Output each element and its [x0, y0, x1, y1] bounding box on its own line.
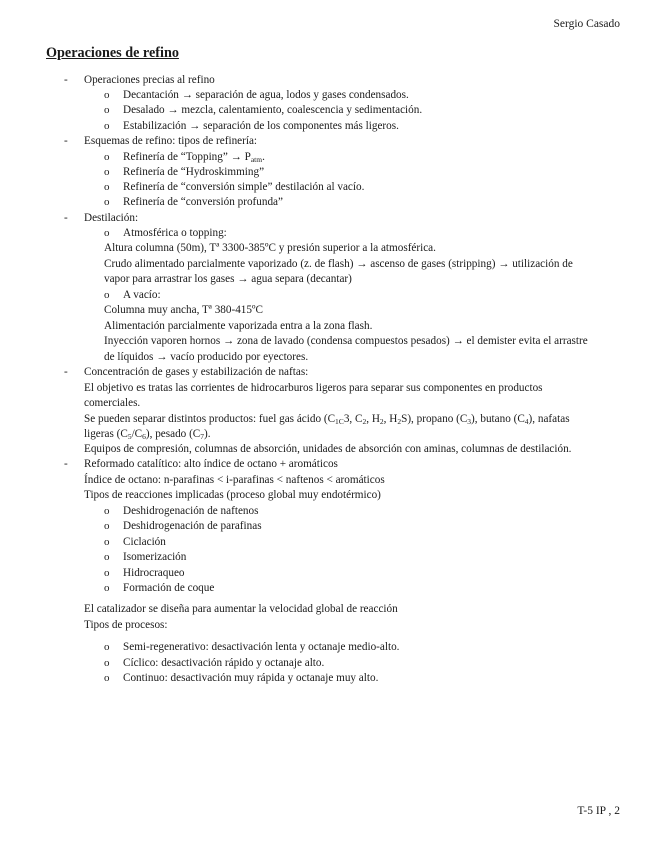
paragraph-line: Crudo alimentado parcialmente vaporizado (z. de flash) → ascenso de gases (stripping) → utilización de [104, 258, 573, 270]
topping-period: . [262, 151, 265, 163]
circle-bullet: o [104, 657, 110, 669]
list-item-text: Hidrocraqueo [123, 567, 185, 579]
circle-bullet: o [104, 641, 110, 653]
paragraph-line: ligeras $(C_5/C_6)$, pesado $(C_7)$. [84, 428, 211, 441]
paragraph-line: Alimentación parcialmente vaporizada entra a la zona flash. [104, 320, 373, 332]
list-item-text: Semi-regenerativo: desactivación lenta y octanaje medio-alto. [123, 641, 400, 653]
circle-bullet: o [104, 151, 110, 163]
paragraph-line: Tipos de reacciones implicadas (proceso global muy endotérmico) [84, 489, 381, 501]
topping-text: Refinería de “Topping” → P [123, 151, 251, 163]
section-heading: Concentración de gases y estabilización de naftas: [84, 366, 309, 378]
paragraph-line: de líquidos → vacío producido por eyectores. [104, 351, 309, 363]
paragraph-line: Tipos de procesos: [84, 619, 168, 631]
subscript: atm [250, 155, 263, 164]
dash-bullet: - [64, 74, 68, 86]
circle-bullet: o [104, 672, 110, 684]
circle-bullet: o [104, 104, 110, 116]
circle-bullet: o [104, 196, 110, 208]
section-heading: Destilación: [84, 212, 139, 224]
list-item-text: Estabilización → separación de los componentes más ligeros. [123, 120, 399, 132]
list-item-text: Cíclico: desactivación rápido y octanaje alto. [123, 657, 325, 669]
circle-bullet: o [104, 520, 110, 532]
circle-bullet: o [104, 227, 110, 239]
dash-bullet: - [64, 212, 68, 224]
list-item-text: Deshidrogenación de parafinas [123, 520, 262, 532]
list-item-text: A vacío: [123, 289, 161, 301]
dash-bullet: - [64, 135, 68, 147]
circle-bullet: o [104, 120, 110, 132]
paragraph-line: Altura columna (50m), Tª 3300-385ºC y presión superior a la atmosférica. [104, 242, 436, 254]
paragraph-line: Se pueden separar distintos productos: fuel gas ácido ($C_{1C}3$, $C_2$, $H_2$, $H_2S$), propano $(C_3)$, butano $(C_4)$, nafatas [84, 413, 570, 426]
dash-bullet: - [64, 366, 68, 378]
list-item-text: Isomerización [123, 551, 187, 563]
paragraph-line: Equipos de compresión, columnas de absorción, unidades de absorción con aminas, columnas de destilación. [84, 443, 572, 455]
paragraph-line: comerciales. [84, 397, 141, 409]
section-heading: Esquemas de refino: tipos de refinería: [84, 135, 258, 147]
section-heading: Reformado catalítico: alto índice de octano + aromáticos [84, 458, 338, 470]
list-item-text: Formación de coque [123, 582, 215, 594]
paragraph-line: Inyección vaporen hornos → zona de lavado (condensa compuestos pesados) → el demister evita el arrastre [104, 335, 588, 347]
circle-bullet: o [104, 536, 110, 548]
list-item-text: Desalado → mezcla, calentamiento, coalescencia y sedimentación. [123, 104, 423, 116]
circle-bullet: o [104, 551, 110, 563]
list-item-text: Decantación → separación de agua, lodos y gases condensados. [123, 89, 409, 101]
circle-bullet: o [104, 567, 110, 579]
circle-bullet: o [104, 89, 110, 101]
paragraph-line: El objetivo es tratas las corrientes de hidrocarburos ligeros para separar sus componentes en productos [84, 382, 543, 394]
list-item-text: Ciclación [123, 536, 166, 548]
circle-bullet: o [104, 289, 110, 301]
list-item-text: Refinería de “conversión simple” destilación al vacío. [123, 181, 365, 193]
paragraph-line: Columna muy ancha, Tª 380-415ºC [104, 304, 263, 316]
circle-bullet: o [104, 181, 110, 193]
list-item-text: Continuo: desactivación muy rápida y octanaje muy alto. [123, 672, 379, 684]
dash-bullet: - [64, 458, 68, 470]
author-name: Sergio Casado [553, 18, 620, 30]
list-item-text: Refinería de “Hydroskimming” [123, 166, 265, 178]
list-item-text: Atmosférica o topping: [123, 227, 227, 239]
paragraph-line: vapor para arrastrar los gases → agua separa (decantar) [104, 273, 352, 285]
circle-bullet: o [104, 582, 110, 594]
circle-bullet: o [104, 505, 110, 517]
page-number: T-5 IP , 2 [577, 805, 620, 817]
paragraph-line: El catalizador se diseña para aumentar la velocidad global de reacción [84, 603, 398, 615]
section-heading: Operaciones precias al refino [84, 74, 215, 86]
paragraph-line: Índice de octano: n-parafinas < i-parafinas < naftenos < aromáticos [84, 474, 385, 486]
list-item-text: Refinería de “conversión profunda” [123, 196, 283, 208]
page-title: Operaciones de refino [46, 45, 179, 61]
circle-bullet: o [104, 166, 110, 178]
list-item-text: Deshidrogenación de naftenos [123, 505, 259, 517]
list-item-text [123, 150, 265, 164]
